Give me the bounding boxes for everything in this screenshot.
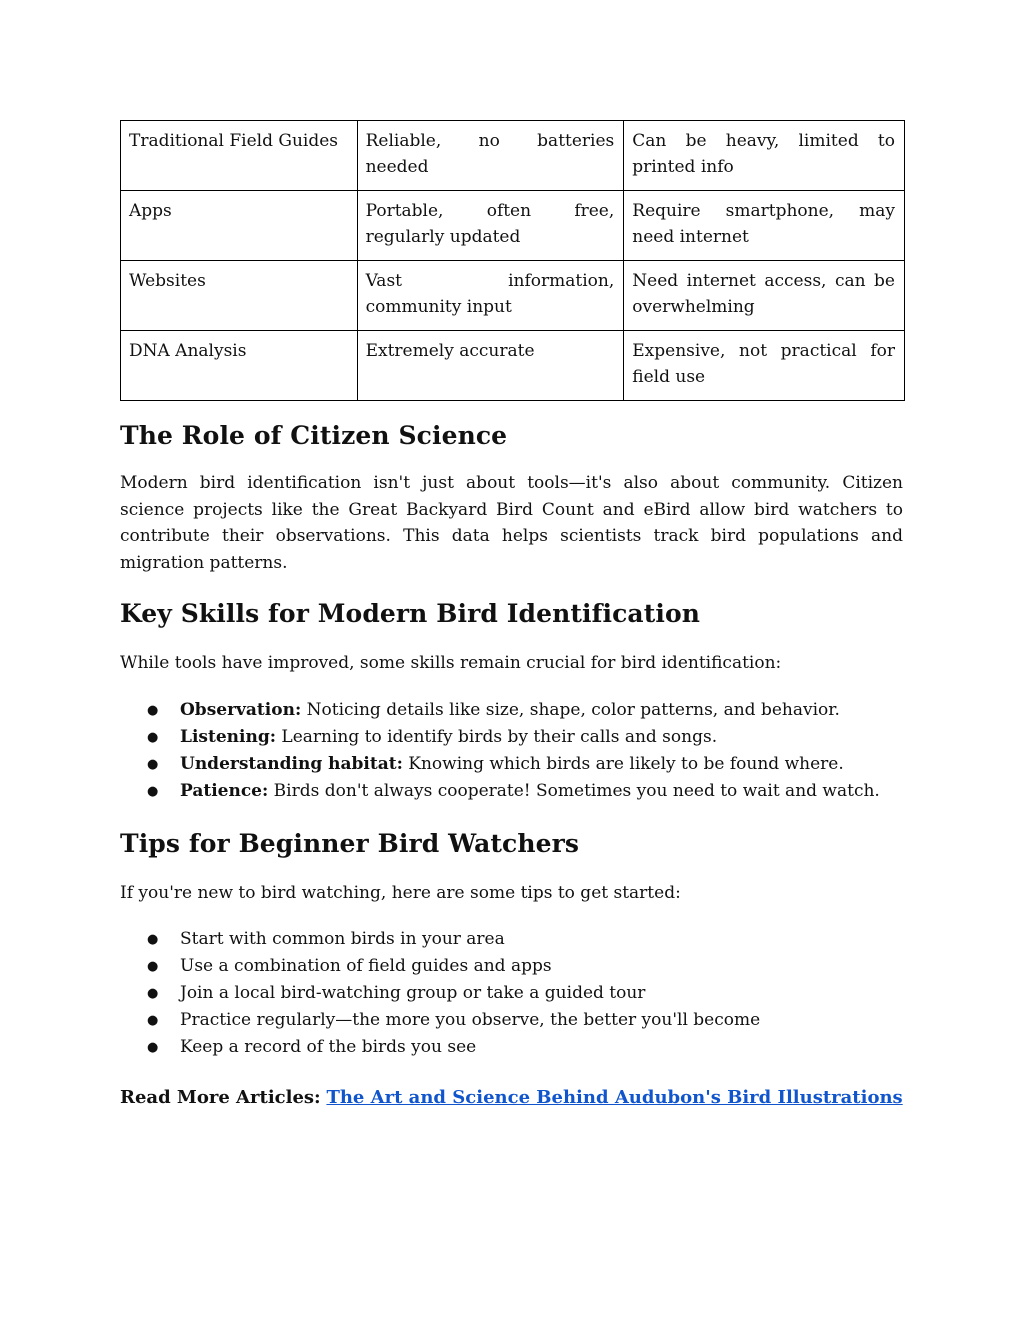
tip-text: Start with common birds in your area: [180, 929, 505, 949]
key-skills-intro: While tools have improved, some skills remain crucial for bird identification:: [120, 653, 782, 673]
skill-term: Listening:: [180, 726, 276, 747]
key-skills-heading: Key Skills for Modern Bird Identification: [120, 599, 701, 628]
bullet-icon: ●: [147, 986, 159, 1001]
key-skills-list: [120, 697, 903, 805]
bullet-icon: ●: [147, 783, 159, 799]
list-item: [120, 697, 903, 724]
list-item: [120, 778, 903, 805]
list-item: [120, 953, 903, 980]
table-row: [121, 261, 905, 331]
table-cell-cons: Expensive, not practical for field use: [624, 331, 905, 401]
page-content: [120, 120, 903, 1115]
bullet-icon: ●: [147, 1013, 159, 1028]
table-cell-tool: DNA Analysis: [121, 331, 358, 401]
table-cell-pros: Reliable, no batteries needed: [357, 121, 624, 191]
read-more-label: Read More Articles:: [120, 1087, 321, 1108]
bullet-icon: ●: [147, 932, 159, 947]
table-cell-tool: Apps: [121, 191, 358, 261]
tip-text: Keep a record of the birds you see: [180, 1037, 477, 1057]
bullet-icon: ●: [147, 702, 159, 718]
tip-text: Use a combination of field guides and apps: [180, 956, 552, 976]
read-more-link[interactable]: The Art and Science Behind Audubon's Bird Illustrations: [326, 1087, 903, 1108]
skill-text: Knowing which birds are likely to be found where.: [402, 753, 844, 774]
table-cell-pros: Extremely accurate: [357, 331, 624, 401]
table-row: [121, 191, 905, 261]
list-item: [120, 980, 903, 1007]
skill-term: Observation:: [180, 699, 302, 720]
list-item: [120, 1034, 903, 1061]
bullet-icon: ●: [147, 959, 159, 974]
list-item: [120, 724, 903, 751]
list-item: [120, 1007, 903, 1034]
tips-intro: If you're new to bird watching, here are some tips to get started:: [120, 882, 681, 903]
bullet-icon: ●: [147, 729, 159, 745]
table-row: [121, 331, 905, 401]
bullet-icon: ●: [147, 756, 159, 772]
tips-heading: Tips for Beginner Bird Watchers: [120, 828, 580, 858]
skill-text: Birds don't always cooperate! Sometimes you need to wait and watch.: [268, 780, 880, 801]
skill-text: Learning to identify birds by their calls and songs.: [276, 726, 718, 747]
table-cell-tool: Websites: [121, 261, 358, 331]
bullet-icon: ●: [147, 1040, 159, 1055]
tip-text: Join a local bird-watching group or take a guided tour: [180, 983, 646, 1003]
table-cell-tool: Traditional Field Guides: [121, 121, 358, 191]
table-cell-cons: Can be heavy, limited to printed info: [624, 121, 905, 191]
list-item: [120, 926, 903, 953]
tip-text: Practice regularly—the more you observe, the better you'll become: [180, 1010, 761, 1030]
table-cell-pros: Portable, often free, regularly updated: [357, 191, 624, 261]
skill-text: Noticing details like size, shape, color patterns, and behavior.: [301, 699, 840, 720]
citizen-science-heading: The Role of Citizen Science: [120, 421, 508, 450]
table-cell-cons: Need internet access, can be overwhelming: [624, 261, 905, 331]
read-more-line: [120, 1081, 903, 1115]
table-cell-pros: Vast information, community input: [357, 261, 624, 331]
table-row: [121, 121, 905, 191]
skill-term: Patience:: [180, 780, 269, 801]
table-cell-cons: Require smartphone, may need internet: [624, 191, 905, 261]
tips-list: [120, 926, 903, 1061]
citizen-science-paragraph: Modern bird identification isn't just about tools—it's also about community. Citizen science projects like the Great Backyard Bird Count and eBird allow bird watchers to contribute their observations. This data helps scientists track bird populations and migration patterns.: [120, 473, 903, 573]
skill-term: Understanding habitat:: [180, 753, 403, 774]
comparison-table: [120, 120, 905, 401]
list-item: [120, 751, 903, 778]
